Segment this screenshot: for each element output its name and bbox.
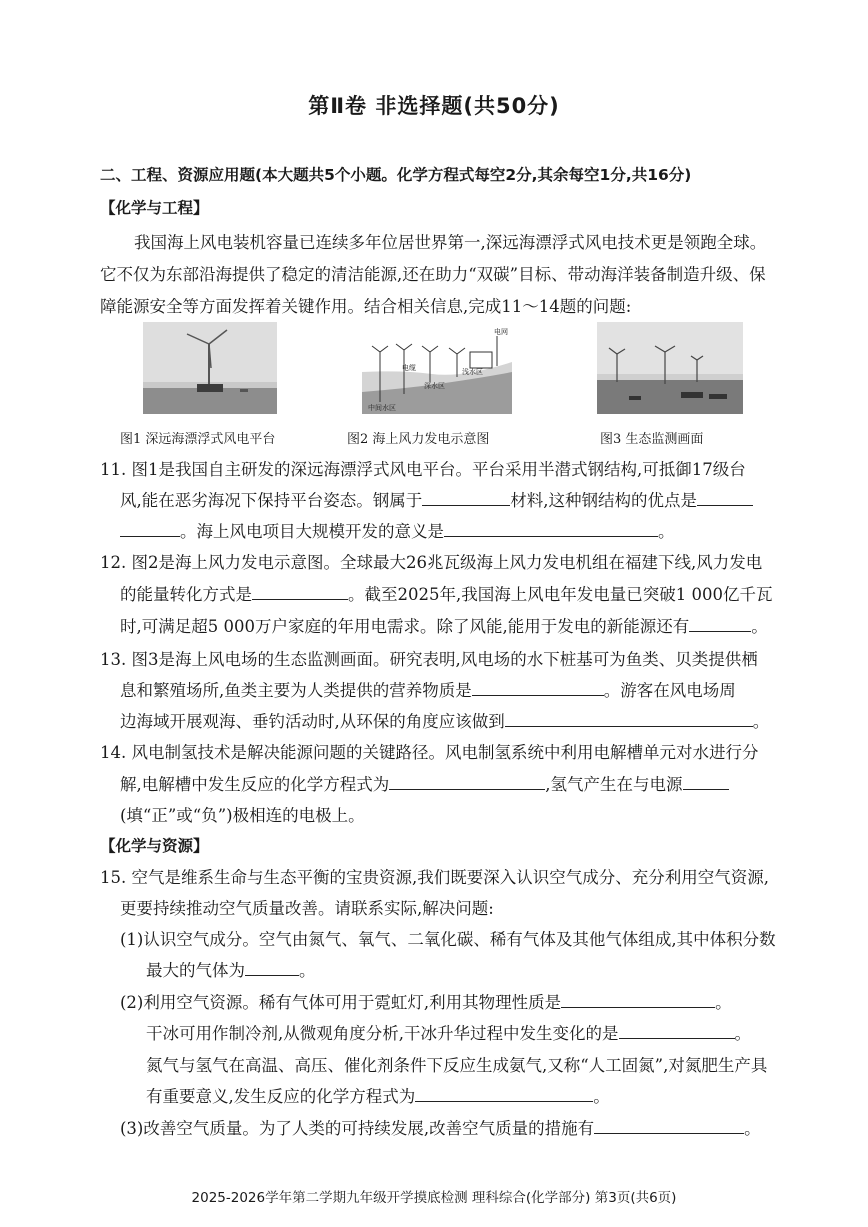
answer-blank[interactable] <box>120 522 180 537</box>
answer-blank[interactable] <box>683 775 729 790</box>
fig2-label-shallow: 浅水区 <box>462 368 483 376</box>
figure-2-diagram <box>362 322 512 414</box>
q15-sub3-line-1: (3)改善空气质量。为了人类的可持续发展,改善空气质量的措施有 。 <box>120 1119 761 1138</box>
answer-blank[interactable] <box>444 522 658 537</box>
fig2-label-cable: 电缆 <box>402 364 416 372</box>
figure-3-image <box>597 322 743 414</box>
figure-3-caption: 图3 生态监测画面 <box>600 432 704 447</box>
answer-blank[interactable] <box>422 491 510 506</box>
q15-line-2: 更要持续推动空气质量改善。请联系实际,解决问题: <box>120 899 494 918</box>
intro-line-2: 它不仅为东部沿海提供了稳定的清洁能源,还在助力“双碳”目标、带动海洋装备制造升级、保 <box>100 265 766 284</box>
answer-blank[interactable] <box>245 961 299 976</box>
page-title: 第Ⅱ卷 非选择题(共50分) <box>308 94 560 118</box>
answer-blank[interactable] <box>689 617 751 632</box>
q13-line-2: 息和繁殖场所,鱼类主要为人类提供的营养物质是 。游客在风电场周 <box>120 681 736 700</box>
q15-sub2-line-2: 干冰可用作制冷剂,从微观角度分析,干冰升华过程中发生变化的是 。 <box>146 1024 751 1043</box>
fig2-label-middle: 中间水区 <box>368 404 396 412</box>
answer-blank[interactable] <box>389 775 545 790</box>
q14-line-1: 14. 风电制氢技术是解决能源问题的关键路径。风电制氢系统中利用电解槽单元对水进行分 <box>100 743 759 762</box>
intro-line-1: 我国海上风电装机容量已连续多年位居世界第一,深远海漂浮式风电技术更是领跑全球。 <box>134 233 767 252</box>
intro-line-3: 障能源安全等方面发挥着关键作用。结合相关信息,完成11～14题的问题: <box>100 297 632 316</box>
q11-line-3: 。海上风电项目大规模开发的意义是 。 <box>120 522 810 542</box>
part1-heading: 【化学与工程】 <box>100 199 209 217</box>
figure-1-caption: 图1 深远海漂浮式风电平台 <box>120 432 276 447</box>
q15-sub2-line-1: (2)利用空气资源。稀有气体可用于霓虹灯,利用其物理性质是 。 <box>120 993 732 1012</box>
fig2-label-deep: 深水区 <box>424 382 445 390</box>
section-heading: 二、工程、资源应用题(本大题共5个小题。化学方程式每空2分,其余每空1分,共16分) <box>100 166 692 184</box>
q13-line-1: 13. 图3是海上风电场的生态监测画面。研究表明,风电场的水下桩基可为鱼类、贝类提供栖 <box>100 650 758 669</box>
q12-line-2: 的能量转化方式是 。截至2025年,我国海上风电年发电量已突破1 000亿千瓦 <box>120 585 773 604</box>
answer-blank[interactable] <box>415 1087 593 1102</box>
answer-blank[interactable] <box>252 585 348 600</box>
page-footer: 2025-2026学年第二学期九年级开学摸底检测 理科综合(化学部分) 第3页(共6页) <box>191 1190 677 1206</box>
answer-blank[interactable] <box>472 681 604 696</box>
q13-line-3: 边海域开展观海、垂钓活动时,从环保的角度应该做到 。 <box>120 712 770 731</box>
q11-line-1: 11. 图1是我国自主研发的深远海漂浮式风电平台。平台采用半潜式钢结构,可抵御17级台 <box>100 460 746 479</box>
answer-blank[interactable] <box>505 712 753 727</box>
q15-sub1-line-1: (1)认识空气成分。空气由氮气、氧气、二氧化碳、稀有气体及其他气体组成,其中体积分数 <box>120 930 776 949</box>
fig2-label-grid: 电网 <box>494 328 508 336</box>
figure-2-caption: 图2 海上风力发电示意图 <box>347 432 490 447</box>
answer-blank[interactable] <box>619 1024 735 1039</box>
q15-line-1: 15. 空气是维系生命与生态平衡的宝贵资源,我们既要深入认识空气成分、充分利用空气资源, <box>100 868 769 887</box>
q11-line-2: 风,能在恶劣海况下保持平台姿态。钢属于 材料,这种钢结构的优点是 <box>120 491 810 511</box>
q14-line-3: (填“正”或“负”)极相连的电极上。 <box>120 806 365 825</box>
figure-1-image <box>143 322 277 414</box>
q15-sub2-line-3: 氮气与氢气在高温、高压、催化剂条件下反应生成氨气,又称“人工固氮”,对氮肥生产具 <box>146 1056 768 1075</box>
q12-line-3: 时,可满足超5 000万户家庭的年用电需求。除了风能,能用于发电的新能源还有 。 <box>120 617 768 636</box>
q15-sub2-line-4: 有重要意义,发生反应的化学方程式为 。 <box>146 1087 610 1106</box>
part2-heading: 【化学与资源】 <box>100 837 209 855</box>
answer-blank[interactable] <box>697 491 753 506</box>
q15-sub1-line-2: 最大的气体为 。 <box>146 961 316 980</box>
q12-line-1: 12. 图2是海上风力发电示意图。全球最大26兆瓦级海上风力发电机组在福建下线,风力发电 <box>100 553 763 572</box>
answer-blank[interactable] <box>561 993 715 1008</box>
answer-blank[interactable] <box>594 1119 744 1134</box>
q14-line-2: 解,电解槽中发生反应的化学方程式为 ,氢气产生在与电源 <box>120 775 810 795</box>
